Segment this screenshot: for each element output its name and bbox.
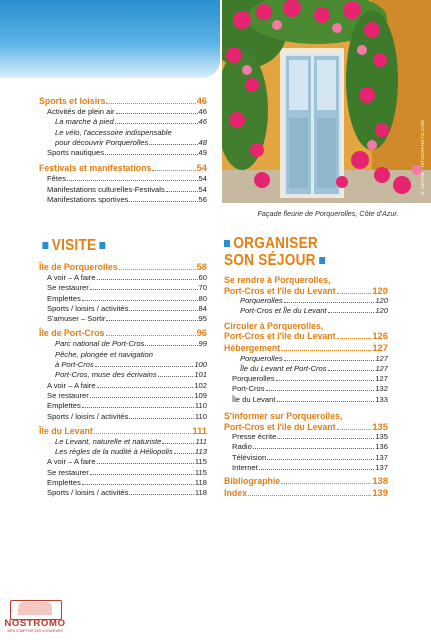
toc-item-multiline[interactable]: Le vélo, l'accessoire indispensable pour découvrir Porquerolles 48 [55, 127, 207, 147]
logo-globe-icon [18, 602, 52, 615]
toc-item[interactable]: A voir – A faire 115 [47, 457, 207, 467]
square-bullet-icon [100, 242, 106, 249]
toc-item[interactable]: A voir – A faire 102 [47, 380, 207, 390]
toc-section-hebergement[interactable]: Hébergement 127 [224, 341, 388, 353]
toc-visite [39, 237, 207, 499]
toc-item[interactable]: Sports / loisirs / activités 118 [47, 488, 207, 498]
toc-item[interactable]: Manifestations culturelles-Festivals 54 [47, 184, 207, 194]
toc-item[interactable]: Radio 136 [232, 442, 388, 452]
square-bullet-icon [319, 257, 325, 264]
toc-item[interactable]: Porquerolles 120 [240, 296, 388, 305]
toc-section-festivals[interactable]: Festivals et manifestations 54 [39, 162, 207, 174]
toc-item[interactable]: La marche à pied 46 [55, 117, 207, 127]
toc-item[interactable]: Fêtes 54 [47, 174, 207, 184]
toc-item[interactable]: Le Levant, naturelle et naturiste 111 [55, 436, 207, 446]
toc-item[interactable]: Sports nautiques 49 [47, 148, 207, 158]
toc-item[interactable]: Presse écrite 135 [232, 432, 388, 442]
toc-item[interactable]: Manifestations sportives 56 [47, 195, 207, 205]
toc-item[interactable]: Parc national de Port-Cros 99 [55, 339, 207, 349]
facade-photo [222, 0, 431, 203]
toc-item[interactable]: Île du Levant 133 [232, 394, 388, 404]
toc-organiser [224, 235, 388, 499]
header-blue-band [0, 0, 220, 78]
toc-item[interactable]: Port-Cros et Île du Levant 120 [240, 306, 388, 316]
toc-item[interactable]: Se restaurer 70 [47, 283, 207, 293]
toc-left-top [39, 93, 207, 205]
toc-item[interactable]: S'amuser – Sortir 95 [47, 314, 207, 324]
toc-item[interactable]: Port-Cros, muse des écrivains 101 [55, 370, 207, 380]
toc-item[interactable]: Île du Levant et Port-Cros 127 [240, 363, 388, 373]
toc-item[interactable]: Sports / loisirs / activités 110 [47, 411, 207, 421]
toc-section-informer[interactable]: S'informer sur Porquerolles, Port-Cros et l'île du Levant 135 [224, 411, 388, 432]
toc-section-levant[interactable]: Île du Levant 111 [39, 424, 207, 436]
toc-item[interactable]: Internet 137 [232, 462, 388, 472]
toc-section-index[interactable]: Index 139 [224, 487, 388, 499]
toc-section-circuler[interactable]: Circuler à Porquerolles, Port-Cros et l'île du Levant 126 [224, 320, 388, 342]
photo-caption: Façade fleurie de Porquerolles, Côte d'Azur. [257, 209, 399, 218]
toc-section-se-rendre[interactable]: Se rendre à Porquerolles, Port-Cros et l'île du Levant 120 [224, 275, 388, 296]
toc-item[interactable]: Emplettes 118 [47, 478, 207, 488]
toc-item[interactable]: Se restaurer 115 [47, 467, 207, 477]
organiser-heading-line2: SON SÉJOUR [224, 252, 363, 269]
toc-item[interactable]: Activités de plein air 46 [47, 107, 207, 116]
toc-section-sports[interactable]: Sports et loisirs 46 [39, 95, 207, 106]
photo-credit: © NIKTJE - ISTOCKPHOTO.COM [420, 120, 425, 196]
toc-section-porquerolles[interactable]: Île de Porquerolles 58 [39, 261, 207, 272]
toc-item[interactable]: Port-Cros 132 [232, 384, 388, 394]
visite-heading: VISITE [39, 237, 182, 254]
toc-item[interactable]: A voir – A faire 60 [47, 273, 207, 282]
toc-item[interactable]: Télévision 137 [232, 452, 388, 462]
toc-item-multiline[interactable]: Pêche, plongée et navigation à Port-Cros 100 [55, 349, 207, 370]
organiser-heading: ORGANISER [224, 235, 363, 252]
square-bullet-icon [42, 242, 48, 249]
toc-item[interactable]: Emplettes 80 [47, 293, 207, 303]
square-bullet-icon [224, 240, 230, 247]
toc-item[interactable]: Porquerolles 127 [232, 374, 388, 384]
toc-item[interactable]: Sports / loisirs / activités 84 [47, 303, 207, 313]
toc-item[interactable]: Porquerolles 127 [240, 353, 388, 363]
toc-item[interactable]: Les règles de la nudité à Héliopolis 113 [55, 447, 207, 457]
toc-section-bibliographie[interactable]: Bibliographie 138 [224, 475, 388, 487]
toc-section-portcros[interactable]: Île de Port-Cros 96 [39, 327, 207, 339]
toc-item[interactable]: Se restaurer 109 [47, 390, 207, 400]
toc-item[interactable]: Emplettes 110 [47, 401, 207, 411]
nostromo-logo: NOSTROMO WEB COMPTOIR DES VOYAGEURS [4, 600, 66, 636]
